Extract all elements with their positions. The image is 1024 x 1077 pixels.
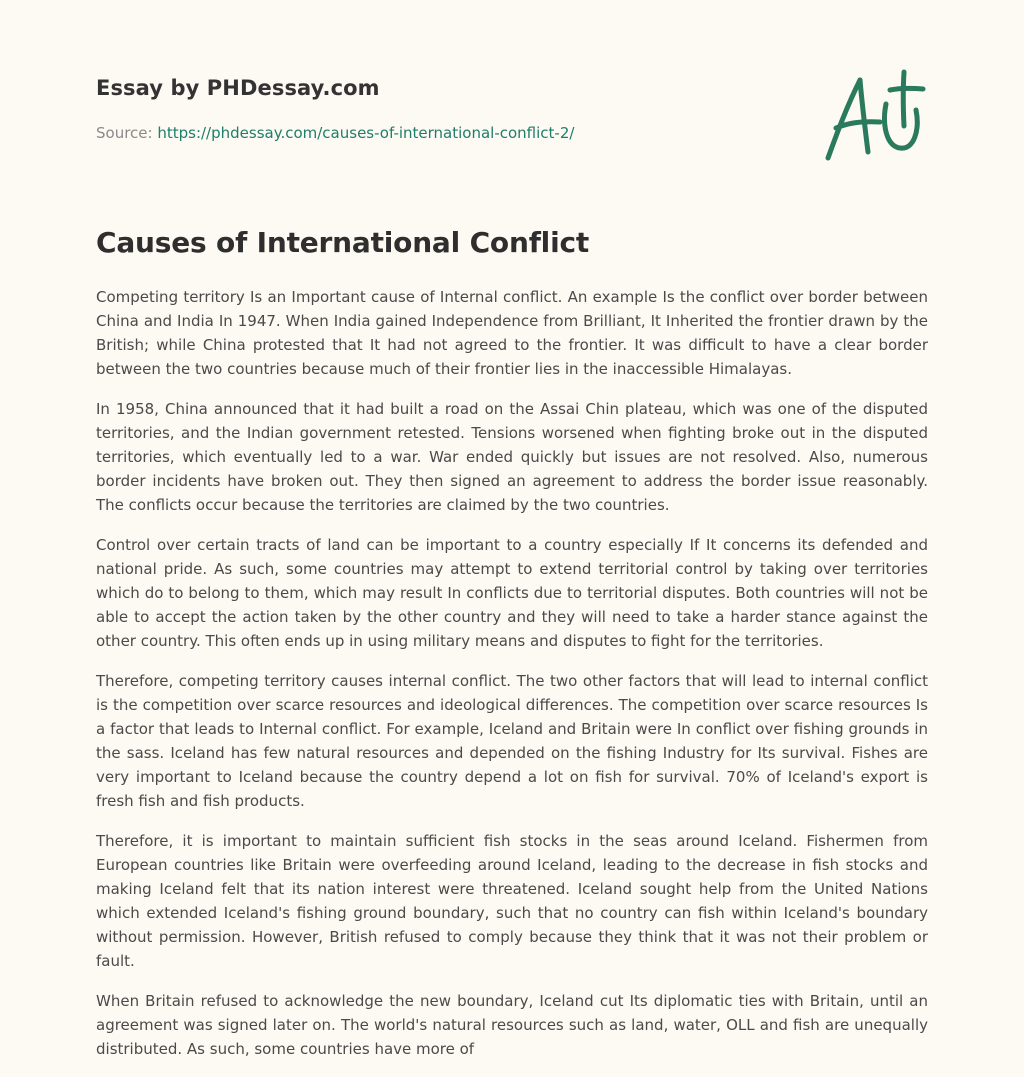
source-line — [96, 124, 574, 142]
essay-paragraph: When Britain refused to acknowledge the new boundary, Iceland cut Its diplomatic ties with Britain, until an agreement was signed later on. The world's natural resources such as land, water, OLL and fish are unequally distributed. As such, some countries have more of — [96, 992, 928, 1058]
source-link[interactable]: https://phdessay.com/causes-of-international-conflict-2/ — [157, 124, 575, 142]
essay-paragraph: Therefore, competing territory causes internal conflict. The two other factors that will lead to internal conflict is the competition over scarce resources and ideological differences. The competition over scarce resources Is a factor that leads to Internal conflict. For example, Iceland and Britain were In conflict over fishing grounds in the sass. Iceland has few natural resources and depended on the fishing Industry for Its survival. Fishes are very important to Iceland because the country depend a lot on fish for survival. 70% of Iceland's export is fresh fish and fish products. — [96, 672, 928, 810]
essay-body — [96, 285, 928, 1077]
a-plus-logo-icon — [822, 66, 932, 166]
essay-paragraph: In 1958, China announced that it had built a road on the Assai Chin plateau, which was one of the disputed territories, and the Indian government retested. Tensions worsened when fighting broke out in the disputed territories, which eventually led to a war. War ended quickly but issues are not resolved. Also, numerous border incidents have broken out. They then signed an agreement to address the border issue reasonably. The conflicts occur because the territories are claimed by the two countries. — [96, 400, 928, 514]
source-label: Source: — [96, 124, 158, 142]
essay-paragraph: Competing territory Is an Important cause of Internal conflict. An example Is the conflict over border between China and India In 1947. When India gained Independence from Brilliant, It Inherited the frontier drawn by the British; while China protested that It had not agreed to the frontier. It was difficult to have a clear border between the two countries because much of their frontier lies in the inaccessible Himalayas. — [96, 288, 928, 378]
site-title: Essay by PHDessay.com — [96, 76, 380, 100]
essay-paragraph: Control over certain tracts of land can be important to a country especially If It concerns its defended and national pride. As such, some countries may attempt to extend territorial control by taking over territories which do to belong to them, which may result In conflicts due to territorial disputes. Both countries will not be able to accept the action taken by the other country and they will need to take a harder stance against the other country. This often ends up in using military means and disputes to fight for the territories. — [96, 536, 928, 650]
essay-title: Causes of International Conflict — [96, 226, 590, 259]
essay-paragraph: Therefore, it is important to maintain sufficient fish stocks in the seas around Iceland. Fishermen from European countries like Britain were overfeeding around Iceland, leading to the decrease in fish stocks and making Iceland felt that its nation interest were threatened. Iceland sought help from the United Nations which extended Iceland's fishing ground boundary, such that no country can fish within Iceland's boundary without permission. However, British refused to comply because they think that it was not their problem or fault. — [96, 832, 928, 970]
